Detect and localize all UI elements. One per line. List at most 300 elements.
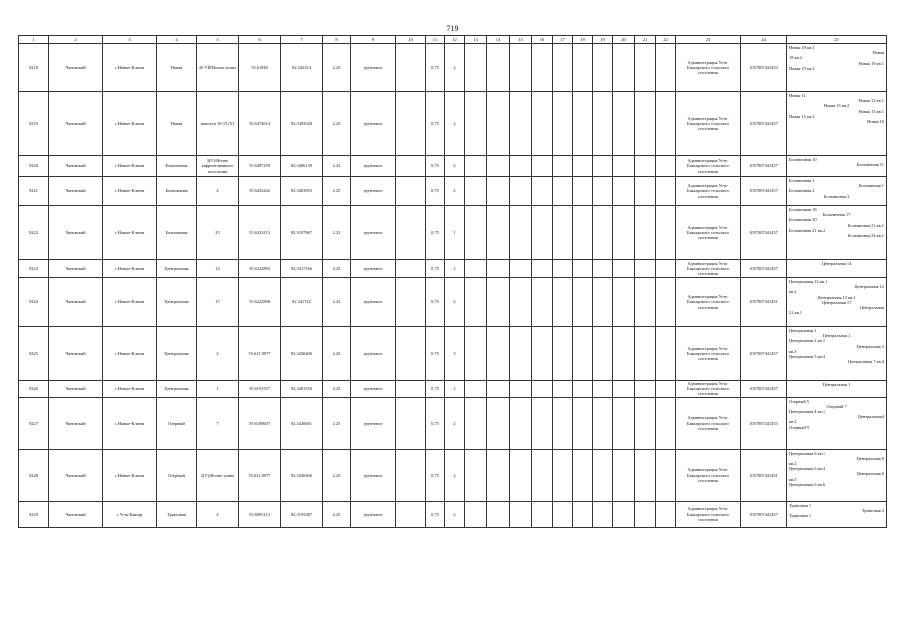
column-header: 5: [197, 36, 239, 44]
empty-cell: [487, 92, 510, 156]
address-line: кв.5: [789, 476, 797, 482]
empty-cell: [613, 206, 635, 260]
addresses-cell: [787, 206, 887, 260]
empty-cell: [553, 501, 573, 527]
address-line: 21 кв.1: [789, 310, 802, 316]
empty-cell: [510, 278, 532, 327]
value-cell: 0,75: [426, 177, 445, 206]
cover-cell: грунтовое: [351, 449, 396, 501]
empty-cell: [553, 278, 573, 327]
address-line: Озерный 5: [789, 398, 809, 404]
value-cell: 0,75: [426, 501, 445, 527]
addresses-cell: [787, 501, 887, 527]
column-header: 17: [553, 36, 573, 44]
cover-cell: грунтовое: [351, 44, 396, 92]
empty-cell: [510, 92, 532, 156]
addresses-cell: [787, 327, 887, 381]
address-line: Больничная 18: [789, 207, 817, 212]
empty-cell: [613, 156, 635, 177]
empty-cell: [656, 156, 676, 177]
empty-cell: [553, 397, 573, 449]
width-cell: 2.25: [323, 206, 351, 260]
street-cell: Больничная: [157, 206, 197, 260]
address-line: Озерный 7: [826, 403, 847, 409]
street-cell: Трактовая: [157, 501, 197, 527]
empty-cell: [635, 327, 656, 381]
street-cell: Озерный: [157, 397, 197, 449]
empty-cell: [635, 177, 656, 206]
empty-cell: [532, 206, 553, 260]
district-cell: Чановский: [49, 206, 103, 260]
house-cell: 3(У)/Ночно зафронтованного поселения: [197, 156, 239, 177]
empty-cell: [573, 501, 593, 527]
cover-cell: грунтовое: [351, 206, 396, 260]
empty-cell: [465, 327, 487, 381]
village-cell: с.Новые-Ключи: [103, 156, 157, 177]
empty-cell: [573, 92, 593, 156]
ogrn-cell: 1057007441457: [741, 381, 787, 398]
empty-cell: [510, 327, 532, 381]
house-cell: 20 УЙ/Ночно ушны: [197, 44, 239, 92]
organization-cell: Администрация Усть-Баяхарского сельского поселения: [676, 260, 741, 278]
empty-cell: [593, 206, 613, 260]
address-line: Новая 15 кв.1: [858, 108, 884, 114]
empty-cell: [487, 278, 510, 327]
longitude-cell: 82.3406139: [281, 156, 323, 177]
empty-cell: [593, 156, 613, 177]
addresses-cell: [787, 156, 887, 177]
village-cell: с.Новые-Ключи: [103, 44, 157, 92]
address-line: Больничная 17: [822, 212, 851, 218]
table-row: [19, 397, 887, 449]
address-line: Центральная 3: [856, 343, 884, 349]
width-cell: 2.25: [323, 501, 351, 527]
empty-cell: [487, 327, 510, 381]
empty-cell: [593, 501, 613, 527]
empty-cell: [465, 206, 487, 260]
address-line: Центральная 17: [821, 299, 852, 305]
empty-cell: [656, 327, 676, 381]
empty-cell: [532, 44, 553, 92]
empty-cell: [573, 44, 593, 92]
cover-cell: грунтовое: [351, 381, 396, 398]
cover-cell: грунтовое: [351, 501, 396, 527]
ogrn-cell: 1057007441457: [741, 206, 787, 260]
column-header: 1: [19, 36, 49, 44]
count-cell: 2: [445, 177, 465, 206]
address-line: Центральная 4 кв.1: [789, 409, 826, 415]
district-cell: Чановский: [49, 260, 103, 278]
empty-cell: [532, 397, 553, 449]
value-cell: 0,75: [426, 92, 445, 156]
empty-cell: [553, 449, 573, 501]
empty-cell: [656, 449, 676, 501]
ogrn-cell: 1057007441457: [741, 501, 787, 527]
district-cell: Чановский: [49, 278, 103, 327]
village-cell: с.Новые-Ключи: [103, 260, 157, 278]
address-line: Центральная4: [857, 414, 884, 420]
empty-cell: [656, 397, 676, 449]
cover-cell: грунтовое: [351, 327, 396, 381]
cover-cell: грунтовое: [351, 177, 396, 206]
address-line: Центральная 6 кв.6: [789, 481, 826, 487]
empty-cell: [465, 381, 487, 398]
address-line: Озерный 9: [789, 424, 809, 430]
organization-cell: Администрация Усть-Баяхарского сельского поселения: [676, 381, 741, 398]
table-row: [19, 177, 887, 206]
column-header: 14: [487, 36, 510, 44]
empty-cell: [635, 92, 656, 156]
count-cell: 3: [445, 327, 465, 381]
empty-cell: [396, 449, 426, 501]
address-line: кв.2: [789, 289, 797, 295]
value-cell: 0,75: [426, 44, 445, 92]
column-header: 10: [396, 36, 426, 44]
count-cell: 2: [445, 381, 465, 398]
count-cell: 2: [445, 44, 465, 92]
empty-cell: [510, 501, 532, 527]
row-number: 9220: [19, 156, 49, 177]
value-cell: 0,75: [426, 327, 445, 381]
empty-cell: [593, 397, 613, 449]
addresses-cell: [787, 92, 887, 156]
empty-cell: [553, 44, 573, 92]
address-line: Новая 16: [867, 119, 884, 125]
address-line: Больничная 3: [823, 193, 850, 199]
table-row: [19, 260, 887, 278]
empty-cell: [396, 278, 426, 327]
row-number: 9228: [19, 449, 49, 501]
column-header: 12: [445, 36, 465, 44]
empty-cell: [613, 44, 635, 92]
empty-cell: [487, 156, 510, 177]
column-header: 24: [741, 36, 787, 44]
address-line: Больничная 1: [789, 178, 815, 183]
address-line: Новая 11: [789, 93, 806, 98]
address-line: Центральная 1: [822, 382, 851, 387]
address-line: Центральная 2 кв.1: [789, 338, 826, 344]
latitude-cell: 55.6323113: [239, 206, 281, 260]
address-line: Больничная 24 кв.1: [847, 233, 884, 239]
empty-cell: [635, 397, 656, 449]
width-cell: 2.25: [323, 177, 351, 206]
latitude-cell: 55.6497259: [239, 156, 281, 177]
district-cell: Чановский: [49, 177, 103, 206]
house-cell: 17: [197, 278, 239, 327]
empty-cell: [510, 397, 532, 449]
cover-cell: грунтовое: [351, 92, 396, 156]
empty-cell: [613, 397, 635, 449]
value-cell: 0,75: [426, 260, 445, 278]
row-number: 9218: [19, 44, 49, 92]
width-cell: 2.25: [323, 397, 351, 449]
count-cell: 2: [445, 92, 465, 156]
address-line: Новая 15 кв.2: [789, 113, 815, 119]
district-cell: Чановский: [49, 397, 103, 449]
empty-cell: [656, 278, 676, 327]
empty-cell: [532, 92, 553, 156]
empty-cell: [656, 260, 676, 278]
house-cell: 25: [197, 206, 239, 260]
table-row: [19, 92, 887, 156]
ogrn-cell: 1057007441453: [741, 397, 787, 449]
empty-cell: [573, 206, 593, 260]
empty-cell: [487, 397, 510, 449]
latitude-cell: 55.6222806: [239, 278, 281, 327]
addresses-cell: [787, 449, 887, 501]
street-cell: Центральная: [157, 260, 197, 278]
empty-cell: [487, 260, 510, 278]
row-number: 9225: [19, 327, 49, 381]
row-number: 9227: [19, 397, 49, 449]
cover-cell: грунтовое: [351, 260, 396, 278]
latitude-cell: 55.6222893: [239, 260, 281, 278]
column-header: 7: [281, 36, 323, 44]
address-line: Больничная 21 кв.1: [847, 222, 884, 228]
empty-cell: [613, 278, 635, 327]
address-line: Больничная 21 кв.2: [789, 227, 826, 233]
empty-cell: [465, 92, 487, 156]
width-cell: 2.25: [323, 449, 351, 501]
width-cell: 2.25: [323, 44, 351, 92]
latitude-cell: 55.61949: [239, 44, 281, 92]
village-cell: с.Новые-Ключи: [103, 327, 157, 381]
street-cell: Больничная: [157, 156, 197, 177]
value-cell: 0,75: [426, 156, 445, 177]
empty-cell: [465, 449, 487, 501]
table-row: [19, 156, 887, 177]
address-line: Трактовая 1: [789, 513, 812, 519]
longitude-cell: 82.3430406: [281, 449, 323, 501]
value-cell: 0,75: [426, 449, 445, 501]
empty-cell: [510, 381, 532, 398]
empty-cell: [656, 92, 676, 156]
district-cell: Чановский: [49, 501, 103, 527]
latitude-cell: 55.6189607: [239, 397, 281, 449]
count-cell: 2: [445, 156, 465, 177]
empty-cell: [396, 501, 426, 527]
empty-cell: [593, 177, 613, 206]
empty-cell: [487, 449, 510, 501]
empty-cell: [573, 177, 593, 206]
house-cell: напохун 19-15 (5'): [197, 92, 239, 156]
address-line: Центральная 1: [822, 333, 851, 339]
value-cell: 0,75: [426, 278, 445, 327]
empty-cell: [613, 177, 635, 206]
empty-cell: [593, 449, 613, 501]
longitude-cell: 82.3393549: [281, 92, 323, 156]
ogrn-cell: 1057007441453: [741, 44, 787, 92]
empty-cell: [593, 327, 613, 381]
district-cell: Чановский: [49, 327, 103, 381]
address-line: Центральная 5 кв.4: [789, 354, 826, 360]
empty-cell: [396, 92, 426, 156]
longitude-cell: 82.3428461: [281, 397, 323, 449]
address-line: Центральная 13 кв.1: [817, 294, 856, 300]
column-header: 11: [426, 36, 445, 44]
empty-cell: [532, 260, 553, 278]
addresses-cell: [787, 260, 887, 278]
street-cell: Больничная: [157, 177, 197, 206]
empty-cell: [613, 381, 635, 398]
empty-cell: [573, 397, 593, 449]
empty-cell: [532, 177, 553, 206]
address-line: Новая 18 кв.1: [789, 45, 815, 50]
empty-cell: [635, 449, 656, 501]
count-cell: 2: [445, 260, 465, 278]
village-cell: с.Новые-Ключи: [103, 92, 157, 156]
address-line: Центральная 12: [854, 284, 884, 290]
organization-cell: Администрация Усть-Баяхарского сельского поселения: [676, 501, 741, 527]
table-row: [19, 501, 887, 527]
registry-table: [18, 35, 887, 528]
row-number: 9223: [19, 260, 49, 278]
width-cell: 2.25: [323, 156, 351, 177]
column-header: 13: [465, 36, 487, 44]
address-line: Центральная 8: [856, 455, 884, 461]
empty-cell: [635, 501, 656, 527]
village-cell: с.Новые-Ключи: [103, 381, 157, 398]
empty-cell: [487, 177, 510, 206]
address-line: Новая: [872, 50, 884, 56]
table-row: [19, 327, 887, 381]
street-cell: Новая: [157, 44, 197, 92]
organization-cell: Администрация Усть-Баяхарского сельского поселения: [676, 278, 741, 327]
addresses-cell: [787, 44, 887, 92]
empty-cell: [396, 397, 426, 449]
address-line: 18 кв.2: [789, 55, 802, 61]
empty-cell: [465, 44, 487, 92]
empty-cell: [487, 44, 510, 92]
count-cell: 2: [445, 397, 465, 449]
empty-cell: [553, 327, 573, 381]
empty-cell: [656, 381, 676, 398]
latitude-cell: 55.6452442: [239, 177, 281, 206]
organization-cell: Администрация Усть-Баяхарского сельского поселения: [676, 206, 741, 260]
row-number: 9224: [19, 278, 49, 327]
street-cell: Центральная: [157, 327, 197, 381]
value-cell: 0,75: [426, 381, 445, 398]
latitude-cell: 55.6095113: [239, 501, 281, 527]
latitude-cell: 55.6191557: [239, 381, 281, 398]
empty-cell: [487, 381, 510, 398]
empty-cell: [553, 206, 573, 260]
village-cell: с.Усть-Баяхар: [103, 501, 157, 527]
empty-cell: [465, 278, 487, 327]
column-header: 19: [593, 36, 613, 44]
count-cell: 1: [445, 206, 465, 260]
width-cell: 2.25: [323, 381, 351, 398]
empty-cell: [532, 327, 553, 381]
column-header: 15: [510, 36, 532, 44]
column-header: 4: [157, 36, 197, 44]
row-number: 9219: [19, 92, 49, 156]
empty-cell: [532, 278, 553, 327]
empty-cell: [532, 501, 553, 527]
addresses-cell: [787, 381, 887, 398]
village-cell: с.Новые-Ключи: [103, 177, 157, 206]
organization-cell: Администрация Усть-Баяхарского сельского поселения: [676, 92, 741, 156]
width-cell: 2.25: [323, 92, 351, 156]
column-header: 3: [103, 36, 157, 44]
empty-cell: [532, 156, 553, 177]
empty-cell: [553, 156, 573, 177]
empty-cell: [573, 278, 593, 327]
district-cell: Чановский: [49, 44, 103, 92]
address-line: кв.2: [789, 419, 797, 425]
empty-cell: [656, 206, 676, 260]
empty-cell: [532, 381, 553, 398]
address-line: Центральная 6 кв.4: [789, 466, 826, 472]
cover-cell: грунтовое: [351, 278, 396, 327]
column-header: 21: [635, 36, 656, 44]
column-header: 8: [323, 36, 351, 44]
longitude-cell: 82.3197967: [281, 206, 323, 260]
empty-cell: [635, 381, 656, 398]
value-cell: 0,75: [426, 397, 445, 449]
empty-cell: [593, 44, 613, 92]
empty-cell: [396, 156, 426, 177]
column-header: 16: [532, 36, 553, 44]
addresses-cell: [787, 397, 887, 449]
address-line: Центральная 6: [856, 471, 884, 477]
empty-cell: [510, 177, 532, 206]
width-cell: 2.25: [323, 260, 351, 278]
address-line: Трактовая 1: [789, 502, 812, 508]
column-header: 6: [239, 36, 281, 44]
empty-cell: [465, 156, 487, 177]
house-cell: 7: [197, 397, 239, 449]
empty-cell: [396, 381, 426, 398]
street-cell: Центральная: [157, 278, 197, 327]
address-line: кв.3: [789, 348, 797, 354]
address-line: Новая 13 кв.2: [823, 103, 850, 109]
row-number: 9222: [19, 206, 49, 260]
latitude-cell: 55.621.9977: [239, 449, 281, 501]
address-line: Больничная 2: [789, 188, 815, 194]
empty-cell: [613, 501, 635, 527]
header-row: [19, 36, 887, 44]
column-header: 9: [351, 36, 396, 44]
village-cell: с.Новые-Ключи: [103, 278, 157, 327]
longitude-cell: 82.341722: [281, 278, 323, 327]
ogrn-cell: 1057007441451: [741, 278, 787, 327]
width-cell: 2.25: [323, 278, 351, 327]
empty-cell: [573, 381, 593, 398]
width-cell: 2.25: [323, 327, 351, 381]
district-cell: Чановский: [49, 92, 103, 156]
address-line: Больничная 20: [789, 217, 817, 223]
empty-cell: [593, 92, 613, 156]
empty-cell: [510, 156, 532, 177]
organization-cell: Администрация Усть-Баяхарского сельского поселения: [676, 44, 741, 92]
empty-cell: [396, 206, 426, 260]
empty-cell: [613, 260, 635, 278]
empty-cell: [656, 501, 676, 527]
empty-cell: [656, 177, 676, 206]
column-header: 20: [613, 36, 635, 44]
address-line: Центральная 14: [821, 261, 852, 266]
empty-cell: [510, 206, 532, 260]
column-header: 22: [656, 36, 676, 44]
empty-cell: [635, 206, 656, 260]
street-cell: Центральная: [157, 381, 197, 398]
empty-cell: [553, 177, 573, 206]
address-line: Центральная: [859, 305, 884, 311]
empty-cell: [573, 327, 593, 381]
longitude-cell: 82.3430406: [281, 327, 323, 381]
row-number: 9221: [19, 177, 49, 206]
